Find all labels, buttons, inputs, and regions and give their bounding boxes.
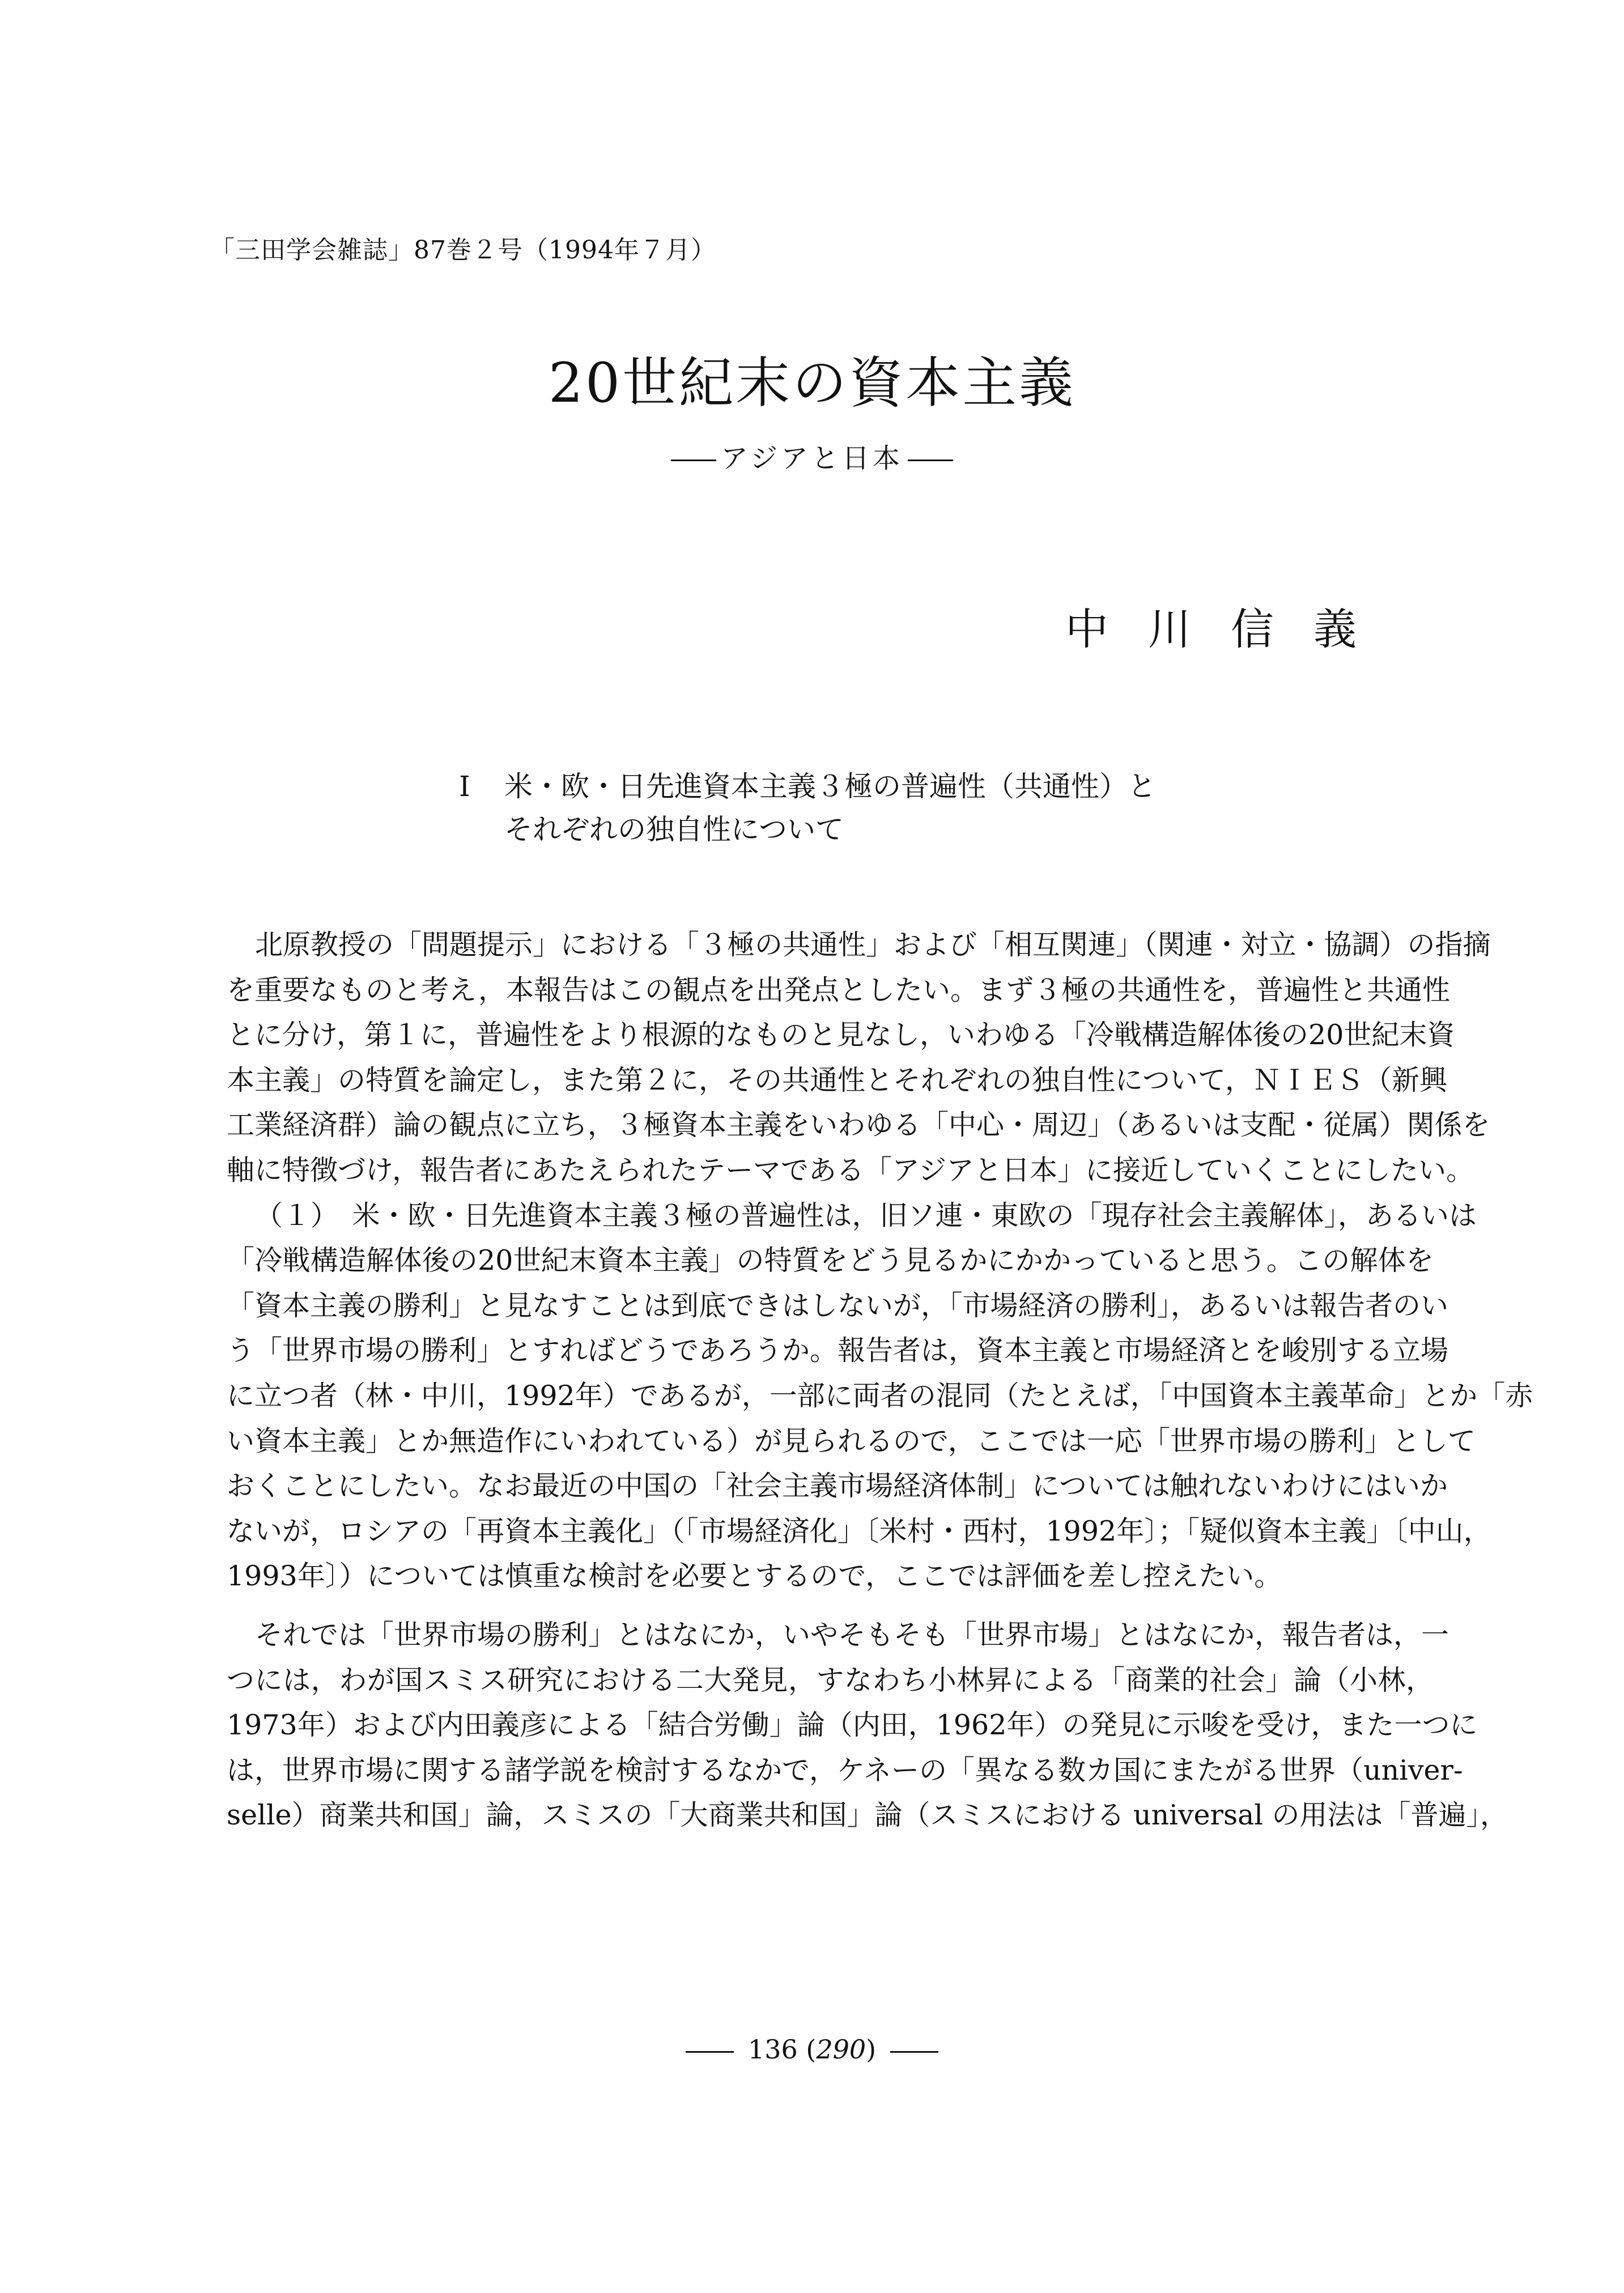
article-subtitle xyxy=(0,436,1624,475)
paragraph-3 xyxy=(227,1613,1508,1838)
text-line: を重要なものと考え，本報告はこの観点を出発点としたい。まず３極の共通性を，普遍性と共通性 xyxy=(227,973,1450,1006)
original-page-number: 290 xyxy=(816,2034,866,2065)
text-line: 工業経済群）論の観点に立ち，３極資本主義をいわゆる「中心・周辺」（あるいは支配・従属）関係を xyxy=(227,1109,1490,1142)
author-char: 中 xyxy=(1065,604,1108,654)
text-line: う「世界市場の勝利」とすればどうであろうか。報告者は，資本主義と市場経済とを峻別する立場 xyxy=(227,1334,1449,1367)
paragraph-1 xyxy=(227,922,1491,1193)
text-line: 軸に特徴づけ，報告者にあたえられたテーマである「アジアと日本」に接近していくことにしたい。 xyxy=(227,1154,1474,1186)
author-char: 信 xyxy=(1231,604,1274,654)
section-heading-text: 米・欧・日先進資本主義３極の普遍性（共通性）と xyxy=(504,770,1156,803)
body-text xyxy=(227,922,1533,1838)
text-line: い資本主義」とか無造作にいわれている）が見られるので，ここでは一応「世界市場の勝利」として xyxy=(227,1424,1476,1457)
author-char: 川 xyxy=(1148,604,1191,654)
text-line: 1973年）および内田義彦による「結合労働」論（内田，1962年）の発見に示唆を受け，また一つに xyxy=(227,1709,1478,1742)
text-line: 「冷戦構造解体後の20世紀末資本主義」の特質をどう見るかにかかっていると思う。この解体を xyxy=(227,1244,1434,1277)
footer-dash-right xyxy=(890,2051,938,2053)
paragraph-gap xyxy=(227,1599,1434,1613)
page-number: 136 xyxy=(747,2034,798,2065)
em-dash-left xyxy=(671,460,716,461)
text-line: とに分け，第１に，普遍性をより根源的なものと見なし，いわゆる「冷戦構造解体後の20世紀末資 xyxy=(227,1019,1455,1052)
section-heading xyxy=(459,765,1156,851)
footer-dash-left xyxy=(686,2051,734,2053)
author-name xyxy=(1065,595,1396,657)
text-line: selle）商業共和国」論，スミスの「大商業共和国」論（スミスにおける universal の用法は「普遍」， xyxy=(227,1799,1508,1832)
text-line: （１） 米・欧・日先進資本主義３極の普遍性は，旧ソ連・東欧の「現存社会主義解体」，あるいは xyxy=(255,1199,1477,1232)
page-footer: 136 (290) xyxy=(0,2034,1624,2065)
text-line: ないが，ロシアの「再資本主義化」（「市場経済化」〔米村・西村，1992年〕；「疑似資本主義」〔中山， xyxy=(227,1515,1491,1547)
text-line: は，世界市場に関する諸学説を検討するなかで，ケネーの「異なる数カ国にまたがる世界（univer- xyxy=(227,1754,1463,1786)
text-line: 北原教授の「問題提示」における「３極の共通性」および「相互関連」（関連・対立・協調）の指摘 xyxy=(255,929,1491,961)
subtitle-text: アジアと日本 xyxy=(720,443,904,474)
text-line: に立つ者（林・中川，1992年）であるが，一部に両者の混同（たとえば，「中国資本主義革命」とか「赤 xyxy=(227,1379,1533,1412)
text-line: それでは「世界市場の勝利」とはなにか，いやそもそも「世界市場」とはなにか，報告者は，一 xyxy=(255,1618,1449,1651)
em-dash-right xyxy=(908,460,953,461)
section-numeral: I xyxy=(459,770,470,803)
article-title: 20世紀末の資本主義 xyxy=(548,351,1076,415)
text-line: 1993年〕）については慎重な検討を必要とするので，ここでは評価を差し控えたい。 xyxy=(227,1560,1282,1593)
journal-citation: 「三田学会雑誌」87巻２号（1994年７月） xyxy=(210,236,716,265)
author-char: 義 xyxy=(1313,604,1357,654)
section-heading-line2: それぞれの独自性について xyxy=(504,813,844,846)
section-heading-line1 xyxy=(459,765,1156,808)
text-line: つには，わが国スミス研究における二大発見，すなわち小林昇による「商業的社会」論（小林， xyxy=(227,1664,1434,1696)
paragraph-2 xyxy=(227,1193,1533,1599)
text-line: 本主義」の特質を論定し，また第２に，その共通性とそれぞれの独自性について，ＮＩＥＳ（新興 xyxy=(227,1063,1448,1096)
text-line: 「資本主義の勝利」と見なすことは到底できはしないが，「市場経済の勝利」，あるいは報告者のい xyxy=(227,1289,1449,1322)
text-line: おくことにしたい。なお最近の中国の「社会主義市場経済体制」については触れないわけにはいか xyxy=(227,1470,1448,1503)
